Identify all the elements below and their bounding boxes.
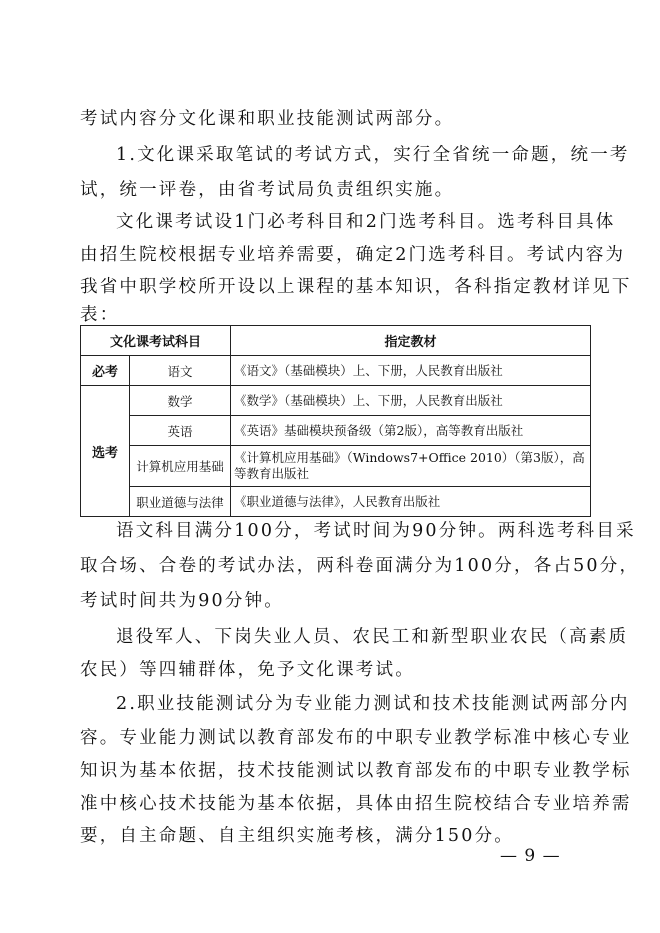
table-row <box>81 386 591 416</box>
paragraph-5-line2: 容。专业能力测试以教育部发布的中职专业教学标准中核心专业 <box>80 728 632 748</box>
subject-cell: 数学 <box>130 386 231 416</box>
paragraph-5-line3: 知识为基本依据，技术技能测试以教育部发布的中职专业教学标 <box>80 761 632 781</box>
subject-cell: 计算机应用基础 <box>130 446 231 487</box>
paragraph-4-line2: 农民）等四辅群体，免予文化课考试。 <box>80 660 415 680</box>
paragraph-1-line1: 1.文化课采取笔试的考试方式，实行全省统一命题，统一考 <box>116 145 630 165</box>
paragraph-5-line1: 2.职业技能测试分为专业能力测试和技术技能测试两部分内 <box>116 694 630 714</box>
textbook-cell: 《英语》基础模块预备级（第2版），高等教育出版社 <box>231 416 591 446</box>
paragraph-1-line2: 试，统一评卷，由省考试局负责组织实施。 <box>80 180 455 200</box>
paragraph-2-line4: 表： <box>80 305 120 325</box>
paragraph-3-line2: 取合场、合卷的考试办法，两科卷面满分为100分，各占50分， <box>80 556 640 576</box>
textbook-cell: 《语文》（基础模块）上、下册，人民教育出版社 <box>231 356 591 386</box>
table-row <box>81 446 591 487</box>
paragraph-5-line4: 准中核心技术技能为基本依据，具体由招生院校结合专业培养需 <box>80 794 632 814</box>
paragraph-2-line3: 我省中职学校所开设以上课程的基本知识，各科指定教材详见下 <box>80 277 632 297</box>
paragraph-5-line5: 要，自主命题、自主组织实施考核，满分150分。 <box>80 826 515 846</box>
paragraph-3-line1: 语文科目满分100分，考试时间为90分钟。两科选考科目采 <box>116 521 636 541</box>
header-textbook: 指定教材 <box>231 326 591 356</box>
paragraph-4-line1: 退役军人、下岗失业人员、农民工和新型职业农民（高素质 <box>116 627 629 647</box>
table-row <box>81 356 591 386</box>
subject-cell: 语文 <box>130 356 231 386</box>
subject-cell: 职业道德与法律 <box>130 487 231 517</box>
paragraph-2-line2: 由招生院校根据专业培养需要，确定2门选考科目。考试内容为 <box>80 245 626 265</box>
paragraph-2-line1: 文化课考试设1门必考科目和2门选考科目。选考科目具体 <box>116 212 616 232</box>
textbook-cell: 《计算机应用基础》（Windows7+Office 2010）（第3版），高等教育出版社 <box>231 446 591 487</box>
page-number: — 9 — <box>500 846 561 866</box>
header-subject: 文化课考试科目 <box>81 326 231 356</box>
table-row <box>81 487 591 517</box>
table-header-row <box>81 326 591 356</box>
subject-cell: 英语 <box>130 416 231 446</box>
textbook-table <box>80 325 591 517</box>
elective-category: 选考 <box>81 386 130 517</box>
table-row <box>81 416 591 446</box>
paragraph-3-line3: 考试时间共为90分钟。 <box>80 591 284 611</box>
required-category: 必考 <box>81 356 130 386</box>
textbook-cell: 《数学》（基础模块）上、下册，人民教育出版社 <box>231 386 591 416</box>
paragraph-intro: 考试内容分文化课和职业技能测试两部分。 <box>80 109 455 129</box>
textbook-cell: 《职业道德与法律》，人民教育出版社 <box>231 487 591 517</box>
